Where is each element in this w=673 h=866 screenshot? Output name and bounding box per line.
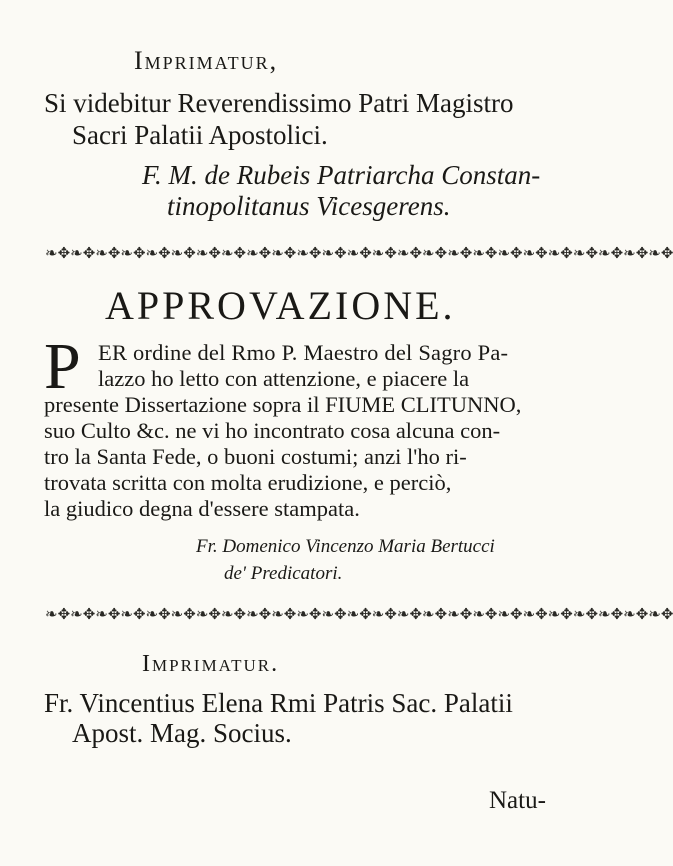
imprimatur-2-line-2: Apost. Mag. Socius. <box>72 718 292 748</box>
approvazione-heading: APPROVAZIONE. <box>105 283 456 328</box>
ornament-rule-1: ❧✥❧✥❧✥❧✥❧✥❧✥❧✥❧✥❧✥❧✥❧✥❧✥❧✥❧✥❧✥❧✥❧✥❧✥❧✥❧✥❧✥❧✥❧✥❧✥❧✥ <box>45 246 673 262</box>
imprimatur-heading-2: Imprimatur. <box>142 651 280 677</box>
approvazione-signature-line-1: Fr. Domenico Vincenzo Maria Bertucci <box>196 536 495 557</box>
imprimatur-1-line-2: Sacri Palatii Apostolici. <box>72 120 328 150</box>
approvazione-signature-line-2: de' Predicatori. <box>224 563 343 584</box>
approvazione-line-3: presente Dissertazione sopra il FIUME CLITUNNO, <box>44 392 522 417</box>
imprimatur-1-line-1: Si videbitur Reverendissimo Patri Magistro <box>44 88 514 118</box>
approvazione-line-1: ER ordine del Rmo P. Maestro del Sagro Pa- <box>98 340 509 365</box>
imprimatur-2-line-1: Fr. Vincentius Elena Rmi Patris Sac. Palatii <box>44 688 513 718</box>
approvazione-line-2: lazzo ho letto con attenzione, e piacere la <box>98 366 470 391</box>
ornament-rule-2: ❧✥❧✥❧✥❧✥❧✥❧✥❧✥❧✥❧✥❧✥❧✥❧✥❧✥❧✥❧✥❧✥❧✥❧✥❧✥❧✥❧✥❧✥❧✥❧✥❧✥ <box>45 607 673 623</box>
approvazione-line-5: tro la Santa Fede, o buoni costumi; anzi l'ho ri- <box>44 444 467 469</box>
approvazione-line-4: suo Culto &c. ne vi ho incontrato cosa alcuna con- <box>44 418 501 443</box>
imprimatur-heading-1: Imprimatur, <box>134 46 279 75</box>
imprimatur-1-signature-line-1: F. M. de Rubeis Patriarcha Constan- <box>142 160 541 190</box>
drop-cap: P <box>44 330 81 403</box>
catchword: Natu- <box>489 787 546 814</box>
approvazione-line-6: trovata scritta con molta erudizione, e perciò, <box>44 470 452 495</box>
approvazione-line-7: la giudico degna d'essere stampata. <box>44 496 360 521</box>
imprimatur-1-signature-line-2: tinopolitanus Vicesgerens. <box>167 191 451 221</box>
